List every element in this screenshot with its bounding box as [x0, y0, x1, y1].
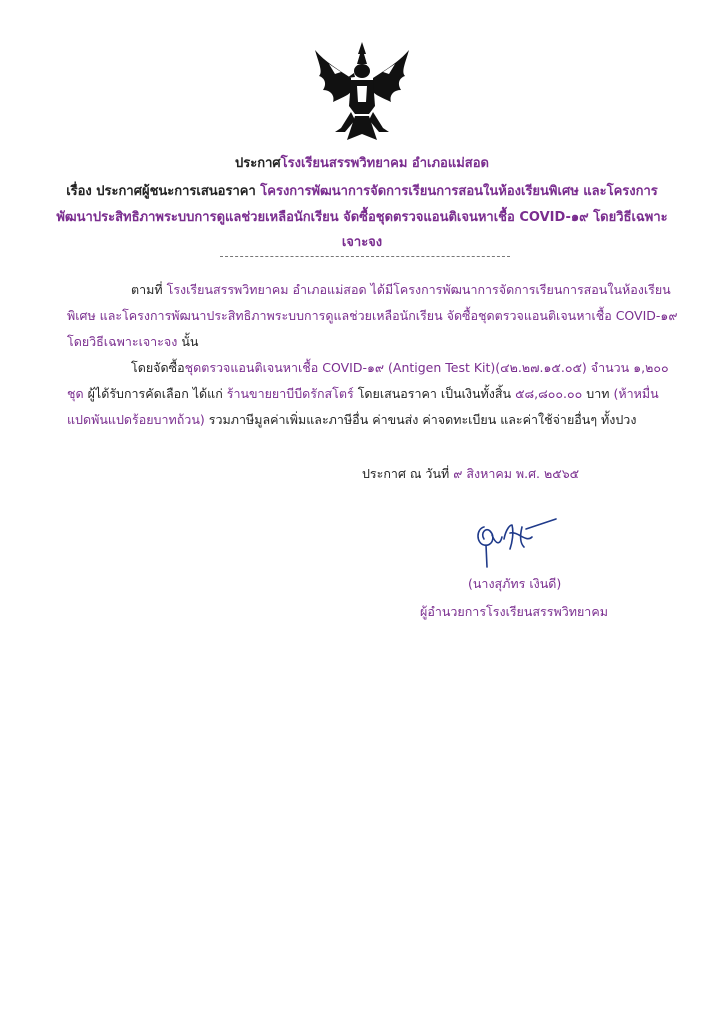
subject-line-2: พัฒนาประสิทธิภาพระบบการดูแลช่วยเหลือนักเรียน จัดซื้อชุดตรวจแอนติเจนหาเชื้อ COVID-๑๙ โดยวิธีเฉพาะ — [56, 210, 668, 225]
title-prefix: ประกาศ — [235, 156, 281, 171]
p2-amount: ๕๘,๘๐๐.๐๐ — [515, 386, 583, 401]
announce-date-line — [362, 464, 579, 484]
p2-amount-words-end: แปดพันแปดร้อยบาทถ้วน) — [67, 412, 205, 427]
signer-name: (นางสุภัทร เงินดี) — [468, 576, 562, 591]
paragraph-1-line-2: พิเศษ และโครงการพัฒนาประสิทธิภาพระบบการดูแลช่วยเหลือนักเรียน จัดซื้อชุดตรวจแอนติเจนหาเชื้อ COVID-๑๙ — [67, 308, 678, 323]
p1-lead: ตามที่ — [131, 282, 163, 297]
paragraph-2-line-3 — [67, 410, 636, 430]
announce-prefix: ประกาศ ณ วันที่ — [362, 466, 450, 481]
p2-lead: โดยจัดซื้อ — [131, 360, 185, 375]
announcement-title — [40, 152, 684, 173]
signer-position: ผู้อำนวยการโรงเรียนสรรพวิทยาคม — [420, 604, 608, 619]
p2-item: ชุดตรวจแอนติเจนหาเชื้อ COVID-๑๙ (Antigen Test Kit)(๔๒.๒๗.๑๕.๐๕) จำนวน ๑,๒๐๐ — [184, 360, 669, 375]
paragraph-1-line-3 — [67, 332, 198, 352]
p1-end: นั้น — [181, 334, 199, 349]
subject-line-1 — [40, 180, 684, 201]
subject-prefix: เรื่อง ประกาศผู้ชนะการเสนอราคา — [66, 184, 256, 199]
separator-line — [220, 256, 510, 257]
title-school: โรงเรียนสรรพวิทยาคม อำเภอแม่สอด — [280, 156, 489, 171]
announce-date: ๙ สิงหาคม พ.ศ. ๒๕๖๕ — [453, 466, 580, 481]
p2-price-label: โดยเสนอราคา เป็นเงินทั้งสิ้น — [357, 386, 512, 401]
p1-method: โดยวิธีเฉพาะเจาะจง — [67, 334, 178, 349]
garuda-emblem-icon — [311, 40, 413, 146]
paragraph-2-line-1 — [131, 358, 669, 378]
paragraph-1-line-1 — [131, 280, 671, 300]
p2-vendor: ร้านขายยาบีบีดรักสโตร์ — [226, 386, 354, 401]
subject-line-3: เจาะจง — [341, 235, 383, 250]
p2-tax-note: รวมภาษีมูลค่าเพิ่มและภาษีอื่น ค่าขนส่ง ค่าจดทะเบียน และค่าใช้จ่ายอื่นๆ ทั้งปวง — [208, 412, 637, 427]
p1-school-text: โรงเรียนสรรพวิทยาคม อำเภอแม่สอด ได้มีโครงการพัฒนาการจัดการเรียนการสอนในห้องเรียน — [166, 282, 671, 297]
subject-line1-rest: โครงการพัฒนาการจัดการเรียนการสอนในห้องเรียนพิเศษ และโครงการ — [260, 184, 658, 199]
paragraph-2-line-2 — [67, 384, 659, 404]
p2-currency: บาท — [586, 386, 610, 401]
p2-unit: ชุด — [67, 386, 84, 401]
signature-icon — [470, 515, 560, 570]
p2-amount-words-start: (ห้าหมื่น — [613, 386, 659, 401]
p2-selected-label: ผู้ได้รับการคัดเลือก ได้แก่ — [87, 386, 223, 401]
